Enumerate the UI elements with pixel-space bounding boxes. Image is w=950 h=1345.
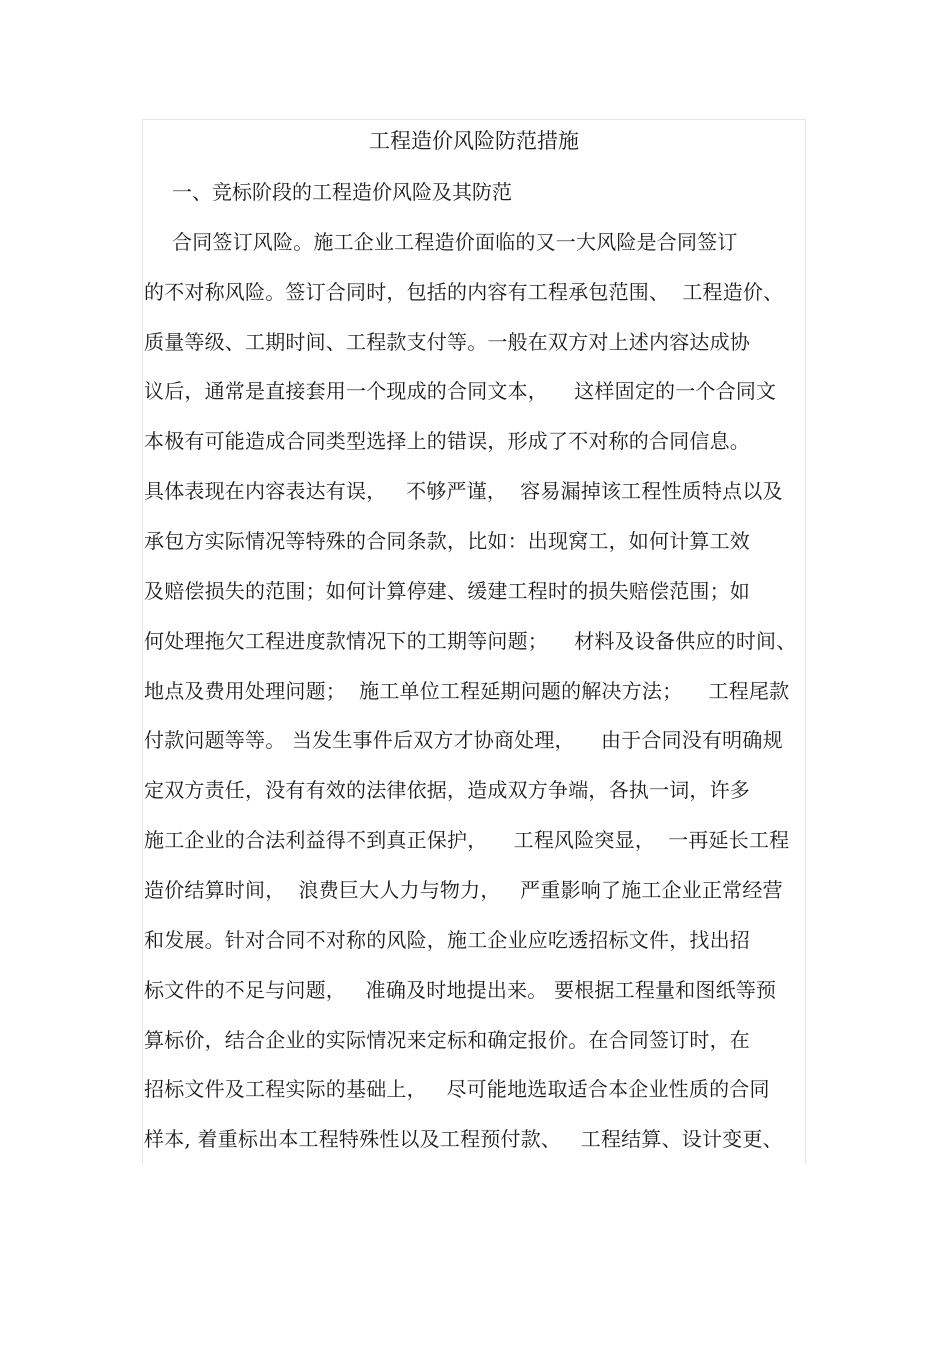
body-line: 合同签订风险。施工企业工程造价面临的又一大风险是合同签订	[172, 230, 738, 254]
body-line: 地点及费用处理问题； 施工单位工程延期问题的解决方法； 工程尾款	[144, 679, 790, 703]
body-line: 的不对称风险。签订合同时，包括的内容有工程承包范围、 工程造价、	[144, 280, 784, 304]
body-line: 招标文件及工程实际的基础上， 尽可能地选取适合本企业性质的合同	[144, 1077, 770, 1101]
body-line: 付款问题等等。 当发生事件后双方才协商处理， 由于合同没有明确规	[144, 728, 783, 752]
body-line: 何处理拖欠工程进度款情况下的工期等问题； 材料及设备供应的时间、	[144, 629, 797, 653]
body-line: 和发展。针对合同不对称的风险，施工企业应吃透招标文件，找出招	[144, 928, 750, 952]
body-line: 样本, 着重标出本工程特殊性以及工程预付款、 工程结算、设计变更、	[144, 1127, 783, 1151]
body-line: 承包方实际情况等特殊的合同条款，比如：出现窝工，如何计算工效	[144, 529, 750, 553]
section-heading: 一、竞标阶段的工程造价风险及其防范	[172, 180, 512, 204]
body-line: 算标价，结合企业的实际情况来定标和确定报价。在合同签订时，在	[144, 1028, 750, 1052]
body-line: 标文件的不足与问题， 准确及时地提出来。 要根据工程量和图纸等预	[144, 978, 777, 1002]
body-line: 及赔偿损失的范围；如何计算停建、缓建工程时的损失赔偿范围；如	[144, 579, 750, 603]
body-line: 施工企业的合法利益得不到真正保护， 工程风险突显， 一再延长工程	[144, 828, 790, 852]
body-line: 质量等级、工期时间、工程款支付等。一般在双方对上述内容达成协	[144, 330, 750, 354]
body-line: 定双方责任，没有有效的法律依据，造成双方争端，各执一词，许多	[144, 778, 750, 802]
body-line: 议后，通常是直接套用一个现成的合同文本， 这样固定的一个合同文	[144, 379, 777, 403]
body-line: 造价结算时间， 浪费巨大人力与物力， 严重影响了施工企业正常经营	[144, 878, 783, 902]
body-line: 本极有可能造成合同类型选择上的错误，形成了不对称的合同信息。	[144, 429, 750, 453]
body-line: 具体表现在内容表达有误， 不够严谨， 容易漏掉该工程性质特点以及	[144, 479, 783, 503]
document-title: 工程造价风险防范措施	[369, 129, 579, 153]
